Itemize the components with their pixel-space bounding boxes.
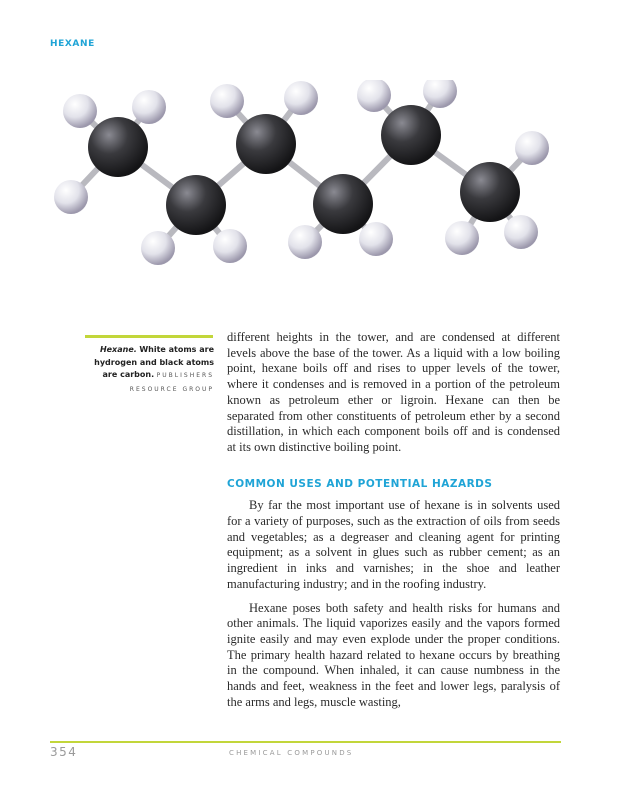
carbon-atom <box>88 117 148 177</box>
carbon-atom <box>236 114 296 174</box>
hydrogen-atom <box>288 225 322 259</box>
hydrogen-atom <box>132 90 166 124</box>
carbon-atom <box>460 162 520 222</box>
carbon-atom <box>313 174 373 234</box>
page-number: 354 <box>50 745 78 759</box>
carbon-atom <box>381 105 441 165</box>
caption-body: White atoms are hydrogen and black atoms are carbon. <box>94 345 214 379</box>
body-paragraph: By far the most important use of hexane is in solvents used for a variety of purposes, such as the extraction of oils from seeds and vegetables; as a degreaser and cleaning agent for printing equipment; as a solvent in glues such as rubber cement; as an ingredient in inks and varnishes; in the shoe and leather manufacturing industry; and in the roofing industry. <box>227 498 560 591</box>
hexane-molecule-figure <box>50 80 570 280</box>
carbon-atom <box>166 175 226 235</box>
caption-title: Hexane. <box>99 345 137 354</box>
footer-rule <box>50 741 561 743</box>
hydrogen-atom <box>54 180 88 214</box>
running-head: HEXANE <box>50 39 95 49</box>
hydrogen-atom <box>445 221 479 255</box>
body-text-column <box>227 330 560 718</box>
hydrogen-atom <box>284 81 318 115</box>
footer-book-title: CHEMICAL COMPOUNDS <box>229 749 354 757</box>
hydrogen-atom <box>213 229 247 263</box>
caption-credit: PUBLISHERS RESOURCE GROUP <box>129 372 214 393</box>
section-heading: COMMON USES AND POTENTIAL HAZARDS <box>227 477 493 490</box>
figure-caption <box>82 344 214 396</box>
hydrogen-atom <box>141 231 175 265</box>
hydrogen-atom <box>210 84 244 118</box>
body-paragraph: different heights in the tower, and are condensed at different levels above the base of the tower. As a liquid with a low boiling point, hexane boils off and rises to upper levels of the tower, where it condenses and is removed in a portion of the petroleum known as petroleum ether or ligroin. Hexane can then be separated from other constituents of petroleum ether by a second distillation, in which each component boils off and is condensed at its own distinctive boiling point. <box>227 330 560 454</box>
hydrogen-atom <box>515 131 549 165</box>
caption-accent-bar <box>85 335 213 338</box>
hydrogen-atom <box>504 215 538 249</box>
body-paragraph: Hexane poses both safety and health risks for humans and other animals. The liquid vaporizes easily and the vapors formed ignite easily and may even explode under the proper conditions. The primary health hazard related to hexane occurs by breathing in the compound. When inhaled, it can cause numbness in the hands and feet, weakness in the feet and lower legs, paralysis of the arms and legs, muscle wasting, <box>227 600 560 709</box>
hydrogen-atom <box>359 222 393 256</box>
hydrogen-atom <box>63 94 97 128</box>
